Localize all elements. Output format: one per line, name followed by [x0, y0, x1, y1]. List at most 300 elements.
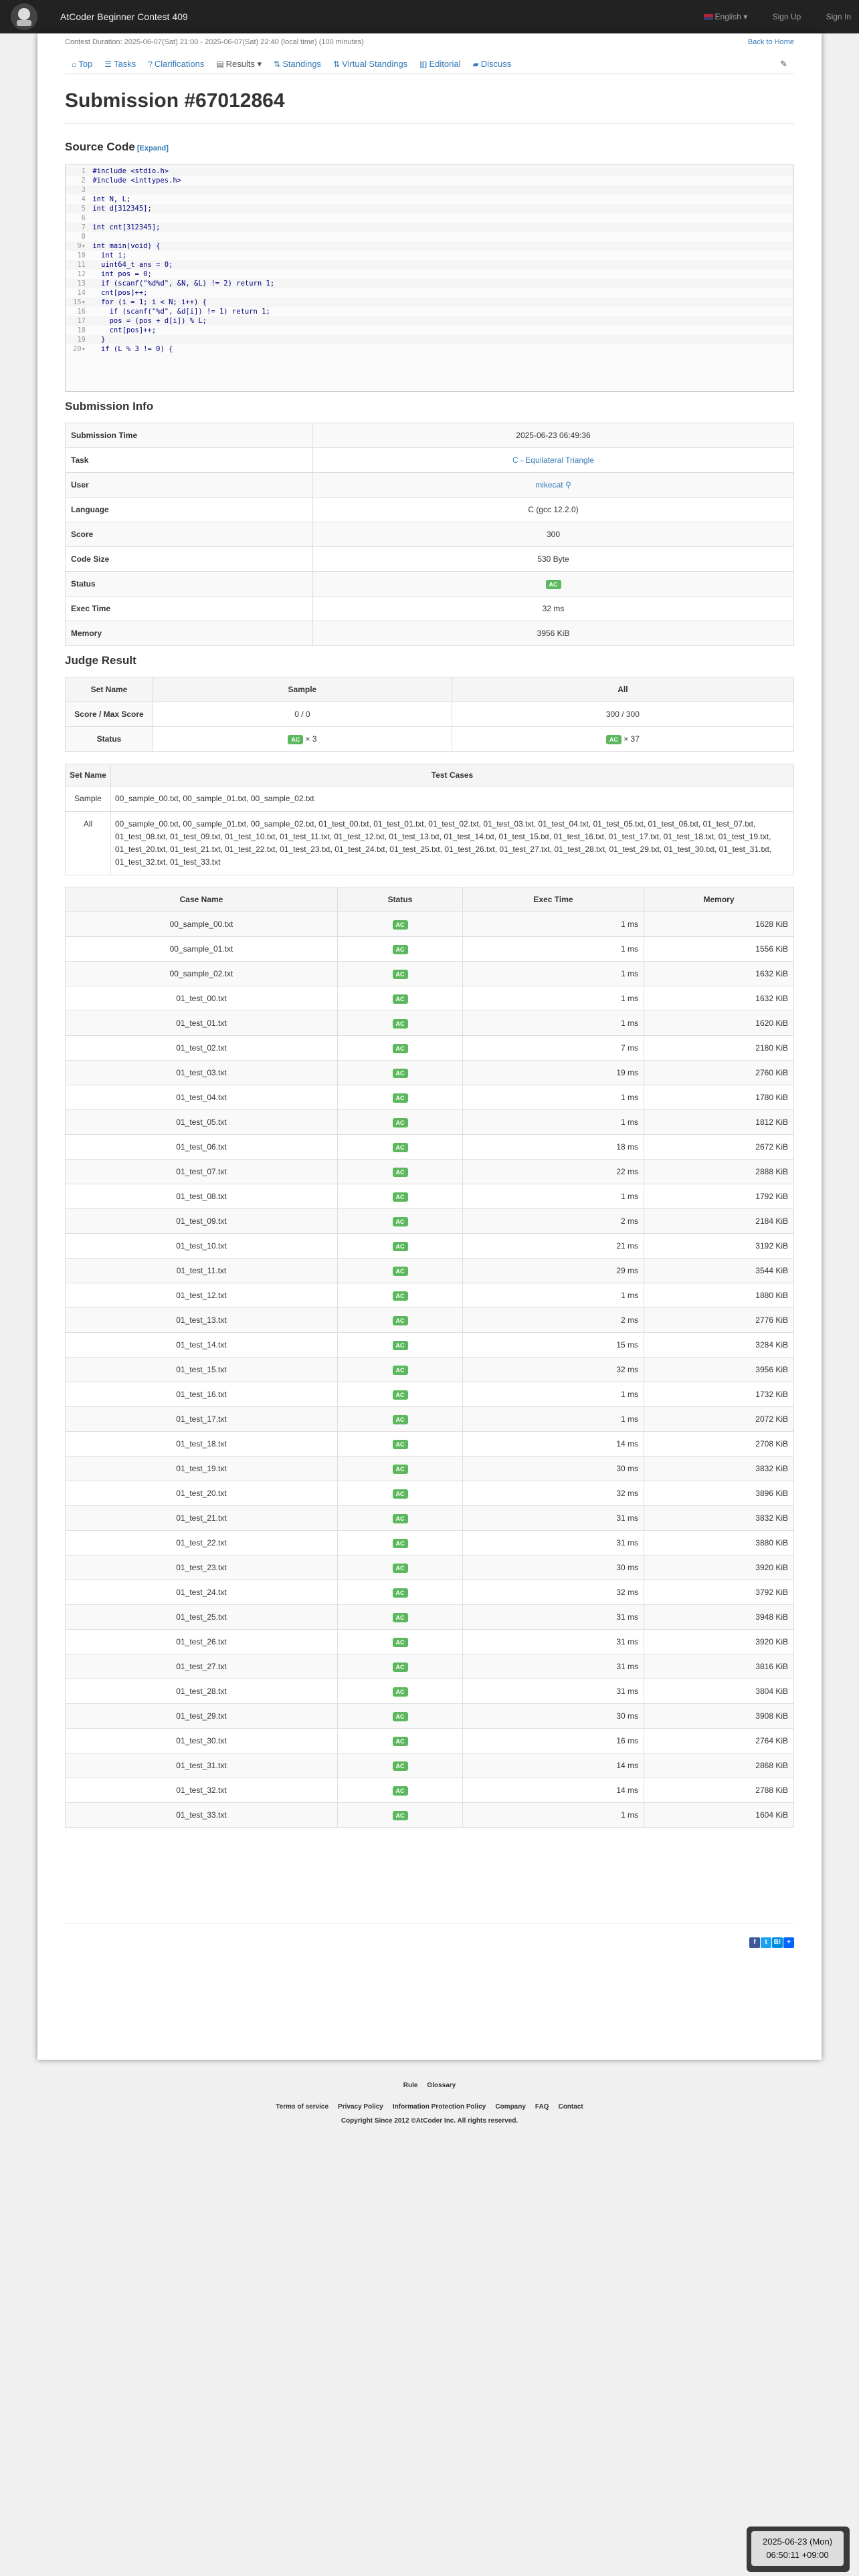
- case-memory: 1632 KiB: [644, 962, 794, 986]
- source-code-box[interactable]: [65, 165, 794, 392]
- case-exec-time: 1 ms: [463, 1803, 644, 1828]
- atcoder-logo[interactable]: [9, 2, 39, 31]
- case-exec-time: 1 ms: [463, 937, 644, 962]
- case-memory: 2868 KiB: [644, 1753, 794, 1778]
- case-memory: 3832 KiB: [644, 1457, 794, 1481]
- case-exec-time: 21 ms: [463, 1234, 644, 1259]
- case-memory: 3896 KiB: [644, 1481, 794, 1506]
- info-value: 3956 KiB: [313, 621, 794, 646]
- info-key: Submission Time: [66, 423, 313, 448]
- code-text: int main(void) {: [88, 242, 161, 250]
- task-link[interactable]: C - Equilateral Triangle: [512, 455, 595, 465]
- info-value: 300: [313, 522, 794, 547]
- tab-standings[interactable]: [274, 55, 321, 74]
- code-text: int pos = 0;: [88, 270, 152, 278]
- code-line: [66, 298, 793, 307]
- code-line: [66, 270, 793, 279]
- contest-duration: Contest Duration: 2025-06-07(Sat) 21:00 - 2025-06-07(Sat) 22:40 (local time) (100 minutes): [65, 38, 364, 46]
- table-row: [66, 1085, 794, 1110]
- case-memory: 2760 KiB: [644, 1061, 794, 1085]
- case-name: 01_test_18.txt: [66, 1432, 338, 1457]
- case-status: [338, 1729, 463, 1753]
- memory-header: Memory: [644, 887, 794, 912]
- table-row: [66, 1432, 794, 1457]
- case-memory: 1556 KiB: [644, 937, 794, 962]
- table-row: [66, 1308, 794, 1333]
- code-text: #include <inttypes.h>: [88, 177, 182, 185]
- line-number: 19: [77, 336, 86, 344]
- info-key: User: [66, 473, 313, 498]
- table-row: [66, 1704, 794, 1729]
- table-row: [66, 1110, 794, 1135]
- case-exec-time: 1 ms: [463, 1382, 644, 1407]
- info-key: Memory: [66, 621, 313, 646]
- case-name: 01_test_32.txt: [66, 1778, 338, 1803]
- expand-link[interactable]: [Expand]: [136, 144, 169, 152]
- case-name: 01_test_26.txt: [66, 1630, 338, 1654]
- table-row: [66, 1481, 794, 1506]
- case-status: [338, 1704, 463, 1729]
- case-memory: 2672 KiB: [644, 1135, 794, 1160]
- case-name: 01_test_00.txt: [66, 986, 338, 1011]
- line-number: 10: [77, 251, 86, 259]
- case-memory: 2708 KiB: [644, 1432, 794, 1457]
- case-exec-time: 1 ms: [463, 962, 644, 986]
- sort-icon: ⇅: [274, 60, 281, 69]
- case-exec-time: 31 ms: [463, 1679, 644, 1704]
- code-line: [66, 176, 793, 185]
- user-link[interactable]: mikecat: [535, 480, 563, 490]
- navbar: [0, 0, 859, 33]
- case-name: 01_test_05.txt: [66, 1110, 338, 1135]
- case-exec-time: 1 ms: [463, 986, 644, 1011]
- case-name: 01_test_29.txt: [66, 1704, 338, 1729]
- set-name: All: [66, 812, 111, 875]
- case-exec-time: 30 ms: [463, 1457, 644, 1481]
- tab-editorial[interactable]: [419, 55, 460, 74]
- case-exec-time: 14 ms: [463, 1432, 644, 1457]
- line-number: 16: [77, 308, 86, 316]
- code-text: int cnt[312345];: [88, 223, 161, 231]
- code-line: [66, 316, 793, 326]
- code-text: if (L % 3 != 0) {: [88, 345, 173, 353]
- code-line: [66, 288, 793, 298]
- status-badge: AC: [393, 1588, 408, 1598]
- line-number: 11: [77, 261, 86, 269]
- tab-label: Top: [78, 59, 93, 69]
- fixed-clock: [747, 2527, 850, 2572]
- code-line: [66, 204, 793, 213]
- status-badge: AC: [393, 970, 408, 979]
- case-status: [338, 1481, 463, 1506]
- tab-top[interactable]: [72, 55, 92, 74]
- case-name: 01_test_07.txt: [66, 1160, 338, 1184]
- code-text: [88, 214, 92, 222]
- case-status: [338, 937, 463, 962]
- code-text: int N, L;: [88, 195, 131, 203]
- case-exec-time: 31 ms: [463, 1630, 644, 1654]
- table-row: [66, 986, 794, 1011]
- code-text: #include <stdio.h>: [88, 167, 169, 175]
- table-row: [66, 1605, 794, 1630]
- table-row: [66, 1382, 794, 1407]
- case-status: [338, 1160, 463, 1184]
- status-badge: AC: [393, 945, 408, 954]
- status-badge: AC: [393, 1316, 408, 1325]
- pin-icon[interactable]: ✎: [780, 59, 787, 69]
- code-text: if (scanf("%d", &d[i]) != 1) return 1;: [88, 308, 270, 316]
- case-exec-time: 19 ms: [463, 1061, 644, 1085]
- case-name: 01_test_17.txt: [66, 1407, 338, 1432]
- case-name-header: Case Name: [66, 887, 338, 912]
- case-name: 00_sample_00.txt: [66, 912, 338, 937]
- code-text: int i;: [88, 251, 126, 259]
- test-cases-table: [65, 887, 794, 1828]
- status-badge: AC: [393, 1489, 408, 1499]
- info-row: [66, 522, 794, 547]
- case-exec-time: 15 ms: [463, 1333, 644, 1358]
- info-key: Code Size: [66, 547, 313, 572]
- status-label: Status: [66, 727, 153, 752]
- case-status: [338, 1605, 463, 1630]
- info-key: Score: [66, 522, 313, 547]
- table-row: [66, 1506, 794, 1531]
- search-icon[interactable]: ⚲: [565, 480, 571, 490]
- twitter-icon[interactable]: t: [761, 1937, 771, 1948]
- code-line: [66, 223, 793, 232]
- status-badge: AC: [393, 1638, 408, 1647]
- line-number: 3: [81, 186, 86, 194]
- footer-link[interactable]: Information Protection Policy: [392, 2103, 486, 2111]
- case-memory: 3908 KiB: [644, 1704, 794, 1729]
- status-badge: AC: [393, 1019, 408, 1029]
- status-badge: AC: [393, 1217, 408, 1226]
- footer-link[interactable]: Company: [495, 2103, 526, 2111]
- footer-link[interactable]: FAQ: [535, 2103, 549, 2111]
- status-badge: AC: [393, 1366, 408, 1375]
- table-row: [66, 1358, 794, 1382]
- status-badge: AC: [393, 920, 408, 930]
- status-badge: AC: [393, 1811, 408, 1820]
- case-status: [338, 1036, 463, 1061]
- us-flag-icon: [704, 14, 713, 20]
- status-badge: AC: [393, 1761, 408, 1771]
- tab-results[interactable]: [216, 55, 262, 74]
- sign-in-link[interactable]: Sign In: [826, 12, 851, 21]
- case-memory: 1604 KiB: [644, 1803, 794, 1828]
- sort-icon: ⇅: [333, 60, 341, 69]
- score-label: Score / Max Score: [66, 702, 153, 727]
- footer-link[interactable]: Glossary: [427, 2082, 456, 2089]
- status-badge: AC: [393, 1564, 408, 1573]
- table-row: [66, 1061, 794, 1085]
- case-memory: 1620 KiB: [644, 1011, 794, 1036]
- table-row: [66, 1654, 794, 1679]
- case-exec-time: 1 ms: [463, 1184, 644, 1209]
- status-header: Status: [338, 887, 463, 912]
- case-name: 01_test_14.txt: [66, 1333, 338, 1358]
- case-exec-time: 30 ms: [463, 1704, 644, 1729]
- status-badge: AC: [606, 735, 622, 744]
- case-exec-time: 2 ms: [463, 1308, 644, 1333]
- case-memory: 2072 KiB: [644, 1407, 794, 1432]
- status-badge: AC: [393, 1044, 408, 1053]
- footer-link[interactable]: Rule: [403, 2082, 418, 2089]
- copyright: Copyright Since 2012 ©AtCoder Inc. All rights reserved.: [341, 2117, 518, 2125]
- case-status: [338, 1555, 463, 1580]
- question-icon: ?: [148, 60, 153, 69]
- table-row: [66, 1333, 794, 1358]
- code-text: if (scanf("%d%d", &N, &L) != 2) return 1;: [88, 280, 275, 288]
- status-badge: AC: [393, 1390, 408, 1400]
- home-icon: ⌂: [72, 60, 77, 69]
- code-text: uint64_t ans = 0;: [88, 261, 173, 269]
- back-home-link[interactable]: Back to Home: [747, 38, 794, 46]
- case-name: 01_test_22.txt: [66, 1531, 338, 1555]
- info-row: [66, 498, 794, 522]
- case-name: 01_test_03.txt: [66, 1061, 338, 1085]
- table-row: [66, 1580, 794, 1605]
- tab-clarifications[interactable]: [148, 55, 204, 74]
- code-text: int d[312345];: [88, 205, 152, 213]
- set-name-header: Set Name: [66, 764, 111, 786]
- clock-date: 2025-06-23 (Mon): [762, 2537, 833, 2547]
- case-memory: 3948 KiB: [644, 1605, 794, 1630]
- code-text: }: [88, 336, 106, 344]
- info-value: 2025-06-23 06:49:36: [313, 423, 794, 448]
- case-memory: 3792 KiB: [644, 1580, 794, 1605]
- info-row: [66, 473, 794, 498]
- code-line: [66, 344, 793, 354]
- case-exec-time: 29 ms: [463, 1259, 644, 1283]
- status-badge: AC: [393, 1267, 408, 1276]
- case-name: 01_test_09.txt: [66, 1209, 338, 1234]
- case-memory: 2776 KiB: [644, 1308, 794, 1333]
- code-line: [66, 251, 793, 260]
- code-line: [66, 185, 793, 195]
- code-line: [66, 326, 793, 335]
- tab-virtual-standings[interactable]: [333, 55, 407, 74]
- contest-tabs: [65, 55, 794, 74]
- case-status: [338, 1283, 463, 1308]
- info-value: C (gcc 12.2.0): [313, 498, 794, 522]
- case-memory: 2184 KiB: [644, 1209, 794, 1234]
- line-number: 14: [77, 289, 86, 297]
- status-badge: AC: [393, 1192, 408, 1202]
- case-name: 00_sample_02.txt: [66, 962, 338, 986]
- case-status: [338, 1531, 463, 1555]
- sign-up-link[interactable]: Sign Up: [772, 12, 801, 21]
- hatena-icon[interactable]: B!: [772, 1937, 783, 1948]
- info-value: [313, 473, 794, 498]
- source-code-heading: Source Code [Expand]: [65, 140, 169, 153]
- judge-result-heading: Judge Result: [65, 654, 136, 667]
- line-number: 1: [81, 167, 86, 175]
- share-plus-icon[interactable]: +: [783, 1937, 794, 1948]
- case-name: 01_test_11.txt: [66, 1259, 338, 1283]
- folder-icon: ▤: [216, 60, 224, 69]
- main-panel: [37, 33, 822, 2060]
- line-number: 4: [81, 195, 86, 203]
- table-row: [66, 1234, 794, 1259]
- code-line: [66, 307, 793, 316]
- line-number: 18: [77, 326, 86, 334]
- set-cases: 00_sample_00.txt, 00_sample_01.txt, 00_sample_02.txt, 01_test_00.txt, 01_test_01.txt, 01_test_02.txt, 01_test_03.txt, 01_test_04.txt, 01_test_05.txt, 01_test_06.txt, 01_test_07.txt, 01_test_08.txt, 01_test_09.txt, 01_test_10.txt, 01_test_11.txt, 01_test_12.txt, 01_test_13.txt, 01_test_14.txt, 01_test_15.txt, 01_test_16.txt, 01_test_17.txt, 01_test_18.txt, 01_test_19.txt, 01_test_20.txt, 01_test_21.txt, 01_test_22.txt, 01_test_23.txt, 01_test_24.txt, 01_test_25.txt, 01_test_26.txt, 01_test_27.txt, 01_test_28.txt, 01_test_29.txt, 01_test_30.txt, 01_test_31.txt, 01_test_32.txt, 01_test_33.txt: [111, 812, 794, 875]
- case-status: [338, 1209, 463, 1234]
- case-status: [338, 912, 463, 937]
- table-row: [66, 1011, 794, 1036]
- code-line: [66, 167, 793, 176]
- status-badge: AC: [393, 1143, 408, 1152]
- line-number: 2: [81, 177, 86, 185]
- page-title: Submission #67012864: [65, 90, 285, 112]
- status-badge: AC: [393, 1341, 408, 1350]
- line-number: 8: [81, 233, 86, 241]
- status-badge: AC: [393, 1786, 408, 1796]
- case-status: [338, 1580, 463, 1605]
- divider: [65, 123, 794, 124]
- test-sets-table: [65, 764, 794, 875]
- case-name: 01_test_01.txt: [66, 1011, 338, 1036]
- comment-icon: ▰: [472, 60, 479, 69]
- case-exec-time: 31 ms: [463, 1605, 644, 1630]
- line-number: 9▾: [77, 242, 86, 250]
- status-badge: AC: [546, 580, 561, 589]
- case-exec-time: 14 ms: [463, 1753, 644, 1778]
- case-status: [338, 1061, 463, 1085]
- case-name: 01_test_23.txt: [66, 1555, 338, 1580]
- case-exec-time: 30 ms: [463, 1555, 644, 1580]
- case-exec-time: 1 ms: [463, 912, 644, 937]
- case-name: 00_sample_01.txt: [66, 937, 338, 962]
- contest-title[interactable]: AtCoder Beginner Contest 409: [60, 11, 188, 22]
- case-name: 01_test_33.txt: [66, 1803, 338, 1828]
- case-memory: 2764 KiB: [644, 1729, 794, 1753]
- info-row: [66, 448, 794, 473]
- tab-label: Virtual Standings: [342, 59, 408, 69]
- case-name: 01_test_16.txt: [66, 1382, 338, 1407]
- all-status: AC × 37: [452, 727, 793, 752]
- code-line: [66, 279, 793, 288]
- info-row: [66, 597, 794, 621]
- table-row: [66, 1184, 794, 1209]
- case-memory: 3804 KiB: [644, 1679, 794, 1704]
- case-exec-time: 32 ms: [463, 1481, 644, 1506]
- code-text: [88, 186, 92, 194]
- info-key: Language: [66, 498, 313, 522]
- code-text: cnt[pos]++;: [88, 326, 157, 334]
- code-line: [66, 213, 793, 223]
- footer-links-secondary: [0, 2097, 859, 2117]
- case-status: [338, 1753, 463, 1778]
- table-row: [66, 1283, 794, 1308]
- footer-link[interactable]: Terms of service: [276, 2103, 329, 2111]
- table-row: [66, 1531, 794, 1555]
- case-status: [338, 1184, 463, 1209]
- case-status: [338, 1135, 463, 1160]
- nav-right: [681, 12, 851, 21]
- case-exec-time: 1 ms: [463, 1110, 644, 1135]
- status-badge: AC: [393, 1687, 408, 1697]
- info-key: Exec Time: [66, 597, 313, 621]
- status-badge: AC: [393, 1514, 408, 1523]
- line-number: 20▾: [73, 345, 86, 353]
- case-memory: 2888 KiB: [644, 1160, 794, 1184]
- case-exec-time: 1 ms: [463, 1283, 644, 1308]
- case-status: [338, 1654, 463, 1679]
- code-line: [66, 335, 793, 344]
- case-exec-time: 14 ms: [463, 1778, 644, 1803]
- status-badge: AC: [393, 1613, 408, 1622]
- line-number: 6: [81, 214, 86, 222]
- case-memory: 1780 KiB: [644, 1085, 794, 1110]
- tab-discuss[interactable]: [472, 55, 511, 74]
- set-name: Sample: [66, 786, 111, 812]
- case-exec-time: 31 ms: [463, 1531, 644, 1555]
- status-badge: AC: [393, 1712, 408, 1721]
- status-badge: AC: [393, 1069, 408, 1078]
- table-row: [66, 1259, 794, 1283]
- case-status: [338, 1432, 463, 1457]
- facebook-icon[interactable]: f: [749, 1937, 760, 1948]
- case-exec-time: 22 ms: [463, 1160, 644, 1184]
- set-cases: 00_sample_00.txt, 00_sample_01.txt, 00_sample_02.txt: [111, 786, 794, 812]
- submission-info-heading: Submission Info: [65, 400, 154, 413]
- table-row: [66, 1729, 794, 1753]
- tab-label: Clarifications: [154, 59, 205, 69]
- case-status: [338, 1407, 463, 1432]
- case-memory: 1632 KiB: [644, 986, 794, 1011]
- book-icon: ▥: [419, 60, 427, 69]
- share-buttons: [749, 1937, 794, 1948]
- case-status: [338, 1506, 463, 1531]
- case-memory: 1812 KiB: [644, 1110, 794, 1135]
- case-status: [338, 986, 463, 1011]
- case-memory: 3284 KiB: [644, 1333, 794, 1358]
- case-memory: 1732 KiB: [644, 1382, 794, 1407]
- table-row: [66, 1753, 794, 1778]
- tab-label: Editorial: [429, 59, 461, 69]
- test-cases-header: Test Cases: [111, 764, 794, 786]
- case-exec-time: 16 ms: [463, 1729, 644, 1753]
- case-status: [338, 1679, 463, 1704]
- code-line: [66, 241, 793, 251]
- case-memory: 1628 KiB: [644, 912, 794, 937]
- language-selector[interactable]: English ▾: [704, 12, 748, 21]
- tab-label: Tasks: [113, 59, 136, 69]
- case-memory: 3880 KiB: [644, 1531, 794, 1555]
- case-exec-time: 31 ms: [463, 1506, 644, 1531]
- info-row: [66, 423, 794, 448]
- table-row: [66, 1778, 794, 1803]
- status-badge: AC: [393, 1168, 408, 1177]
- footer-link[interactable]: Privacy Policy: [338, 2103, 383, 2111]
- case-name: 01_test_08.txt: [66, 1184, 338, 1209]
- set-name-header: Set Name: [66, 677, 153, 702]
- caret-down-icon: ▾: [743, 12, 748, 21]
- case-name: 01_test_28.txt: [66, 1679, 338, 1704]
- case-memory: 2180 KiB: [644, 1036, 794, 1061]
- case-name: 01_test_25.txt: [66, 1605, 338, 1630]
- table-row: [66, 1160, 794, 1184]
- footer-link[interactable]: Contact: [558, 2103, 583, 2111]
- table-row: [66, 1036, 794, 1061]
- tab-tasks[interactable]: [104, 55, 136, 74]
- table-row: [66, 1457, 794, 1481]
- case-name: 01_test_02.txt: [66, 1036, 338, 1061]
- case-memory: 3920 KiB: [644, 1555, 794, 1580]
- status-badge: AC: [393, 1539, 408, 1548]
